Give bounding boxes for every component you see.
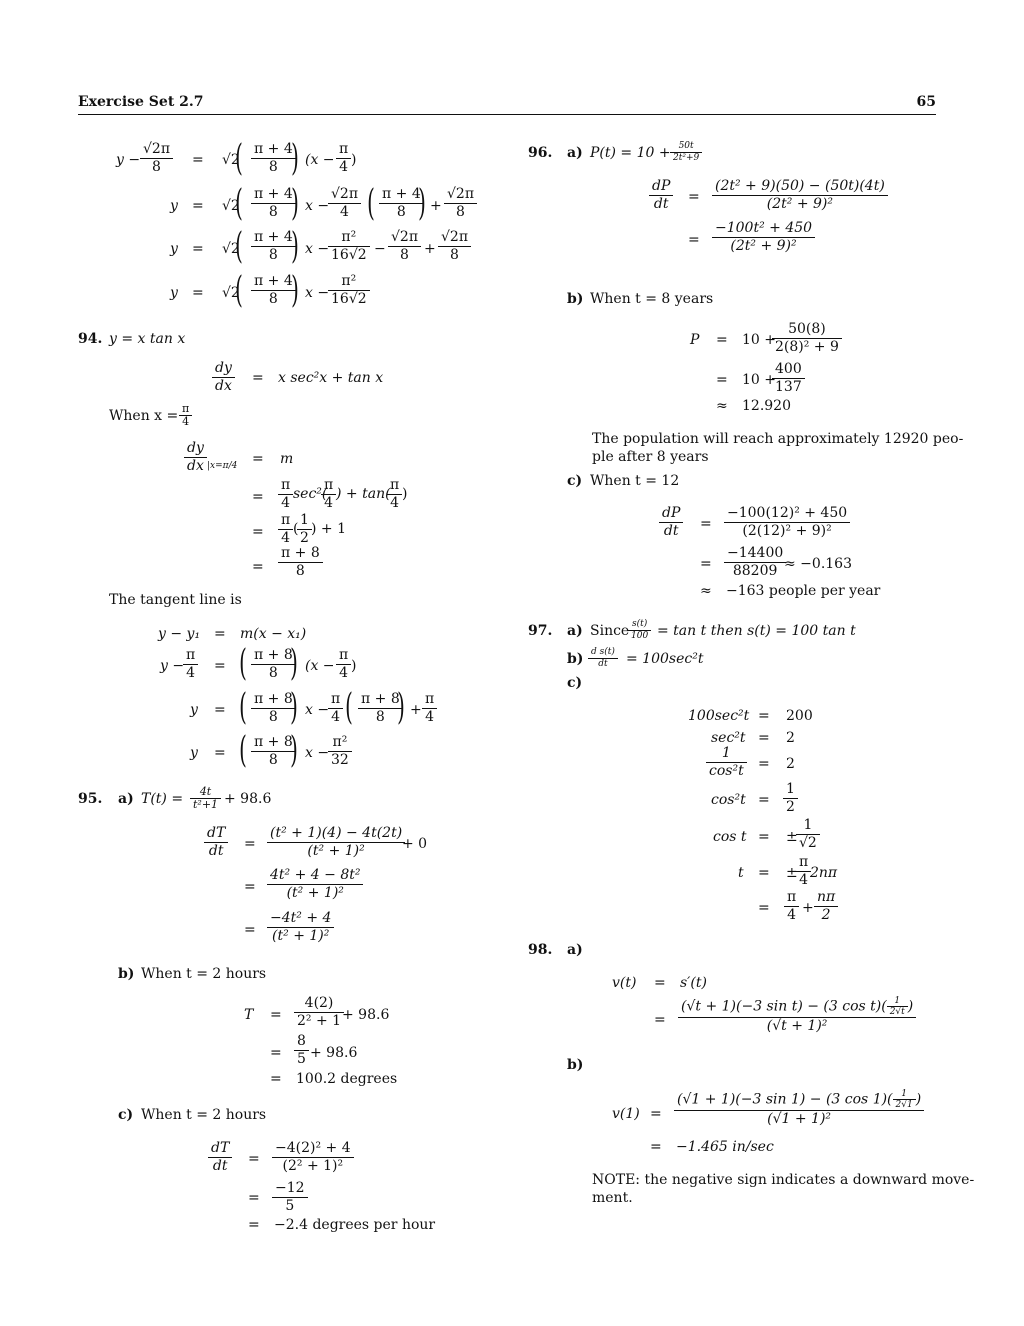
- fraction: √2π 8: [444, 186, 477, 221]
- stmt-pre: P(t) = 10 +: [590, 145, 671, 161]
- equals: =: [654, 975, 666, 991]
- part-label: c): [118, 1107, 134, 1123]
- post: = 100sec²t: [626, 651, 704, 667]
- equals: =: [214, 626, 226, 642]
- equals: =: [758, 730, 770, 746]
- post: = tan t then s(t) = 100 tan t: [657, 623, 856, 639]
- equals: =: [654, 1012, 666, 1028]
- paren-open: (: [239, 643, 247, 684]
- dP-dt: dP dt: [659, 505, 683, 540]
- lhs: v(t): [612, 975, 637, 991]
- fraction: 1 cos²t: [706, 745, 747, 780]
- fraction: π + 8 8: [251, 691, 296, 726]
- part-label: b): [567, 651, 584, 667]
- mid: x −: [305, 285, 330, 301]
- tail: ) + 1: [311, 521, 346, 537]
- mid: x −: [305, 702, 330, 718]
- tail: + 98.6: [342, 1007, 390, 1023]
- note-line: The population will reach approximately 12920 peo-: [592, 431, 964, 447]
- fraction: π + 4 8: [251, 273, 296, 308]
- result: −2.4 degrees per hour: [274, 1217, 436, 1233]
- equals: =: [248, 1190, 260, 1206]
- paren-close: ): [291, 270, 299, 311]
- dP-dt: dP dt: [649, 178, 673, 213]
- fraction: π + 4 8: [379, 186, 424, 221]
- T: T: [244, 1007, 254, 1023]
- tail: (x −: [305, 658, 335, 674]
- fraction: π 4: [796, 854, 811, 889]
- equals: =: [700, 556, 712, 572]
- tail: 2nπ: [810, 865, 838, 881]
- sqrt2: √2: [222, 198, 240, 214]
- plus-minus: ±: [786, 829, 798, 845]
- dy-dx: dy dx: [212, 360, 235, 395]
- y: y: [190, 702, 198, 718]
- fraction: √2π 8: [438, 229, 471, 264]
- paren-open: (: [239, 687, 247, 728]
- approx: ≈: [716, 398, 728, 414]
- page-number: 65: [916, 94, 936, 110]
- fraction: π + 8 8: [251, 647, 296, 682]
- equals: =: [252, 451, 264, 467]
- mid: x −: [305, 745, 330, 761]
- paren-close: ): [291, 183, 299, 224]
- fraction: π 4: [422, 691, 437, 726]
- problem-number: 97.: [528, 623, 553, 639]
- pre: 10 +: [742, 332, 776, 348]
- paren-close: ): [291, 138, 299, 179]
- fraction: (2t² + 9)(50) − (50t)(4t) (2t² + 9)²: [712, 178, 888, 213]
- equals: =: [700, 516, 712, 532]
- fraction: −4(2)² + 4 (2² + 1)²: [272, 1140, 354, 1175]
- result: −163 people per year: [726, 583, 881, 599]
- equals: =: [758, 900, 770, 916]
- lhs: cos²t: [711, 792, 746, 808]
- fraction: 1 √2: [796, 817, 820, 852]
- y: y: [190, 745, 198, 761]
- fraction: 1 2: [783, 781, 798, 816]
- plus: +: [410, 702, 422, 718]
- equals: =: [252, 370, 264, 386]
- paren-close: ): [290, 687, 298, 728]
- fraction: π² 32: [328, 734, 352, 769]
- equals: =: [650, 1139, 662, 1155]
- fraction: nπ 2: [814, 889, 838, 924]
- equals: =: [270, 1071, 282, 1087]
- part-label: c): [567, 675, 583, 691]
- fraction: −4t² + 4 (t² + 1)²: [267, 910, 334, 945]
- fraction: π 4: [336, 647, 351, 682]
- fraction: √2π 4: [328, 186, 361, 221]
- fraction: 50t 2t²+9: [670, 141, 702, 164]
- paren-open: (: [235, 183, 243, 224]
- close: ): [351, 658, 357, 674]
- equals: =: [244, 836, 256, 852]
- result: 12.920: [742, 398, 791, 414]
- fraction: π 4: [387, 477, 402, 512]
- equals: =: [758, 865, 770, 881]
- dy-dx: dy dx: [184, 440, 207, 475]
- close: ): [402, 486, 408, 502]
- fraction: 400 137: [772, 361, 805, 396]
- tail: ≈ −0.163: [784, 556, 852, 572]
- fraction: π 4: [183, 647, 198, 682]
- paren-open: (: [235, 270, 243, 311]
- equals: =: [214, 702, 226, 718]
- fraction: 1 2: [297, 512, 312, 547]
- paren-close: ): [397, 687, 405, 728]
- note-line: NOTE: the negative sign indicates a downward move-: [592, 1172, 975, 1188]
- result: −1.465 in/sec: [676, 1139, 774, 1155]
- equals: =: [758, 756, 770, 772]
- derivative: x sec²x + tan x: [278, 370, 384, 386]
- pre: Since: [590, 623, 630, 639]
- sqrt2: √2: [222, 152, 240, 168]
- fraction: 50(8) 2(8)² + 9: [772, 321, 842, 356]
- problem-number: 98.: [528, 942, 553, 958]
- section-title: Exercise Set 2.7: [78, 94, 204, 110]
- fraction: π + 8 8: [358, 691, 403, 726]
- part-text: When t = 8 years: [590, 291, 714, 307]
- fraction: d s(t) dt: [588, 647, 618, 670]
- fraction: π + 4 8: [251, 186, 296, 221]
- P: P: [690, 332, 700, 348]
- plus: +: [430, 198, 442, 214]
- paren-open: (: [235, 138, 243, 179]
- equals: =: [248, 1217, 260, 1233]
- paren-close: ): [290, 643, 298, 684]
- page-header: [78, 94, 936, 115]
- equals: =: [192, 198, 204, 214]
- approx: ≈: [700, 583, 712, 599]
- sqrt2: √2: [222, 285, 240, 301]
- sqrt2: √2: [222, 241, 240, 257]
- part-label: b): [567, 291, 584, 307]
- fraction: s(t) 100: [628, 619, 651, 642]
- part-text: When t = 12: [590, 473, 680, 489]
- paren-open: (: [367, 183, 375, 224]
- part-label: c): [567, 473, 583, 489]
- fraction: π 4: [328, 691, 343, 726]
- y: y: [170, 285, 178, 301]
- open: (: [293, 521, 299, 537]
- y: y: [170, 198, 178, 214]
- lhs: y − y₁: [158, 626, 201, 642]
- problem-number: 96.: [528, 145, 553, 161]
- equals: =: [758, 708, 770, 724]
- paren-close: ): [291, 226, 299, 267]
- fraction: (√t + 1)(−3 sin t) − (3 cos t)( $\frac{1}{2√t}$ ) (√t + 1)²: [678, 996, 916, 1035]
- equals: =: [716, 372, 728, 388]
- sec-term: sec²(: [293, 486, 328, 502]
- paren-close: ): [418, 183, 426, 224]
- fraction: 4t t²+1: [190, 786, 221, 811]
- fraction: π² 16√2: [328, 229, 370, 264]
- fraction: π + 4 8: [251, 229, 296, 264]
- lhs: 100sec²t: [688, 708, 750, 724]
- equals: =: [214, 658, 226, 674]
- fraction: π 4: [278, 512, 293, 547]
- equals: =: [252, 524, 264, 540]
- part-label: a): [567, 623, 583, 639]
- equals: =: [244, 879, 256, 895]
- lhs-text: y −: [116, 152, 141, 168]
- fraction: −14400 88209: [724, 545, 786, 580]
- equals: =: [688, 189, 700, 205]
- problem-statement: y = x tan x: [109, 331, 186, 347]
- rhs: 2: [786, 756, 795, 772]
- lhs: t: [738, 865, 744, 881]
- equals: =: [758, 829, 770, 845]
- fraction: π 4: [278, 477, 293, 512]
- tail: + 98.6: [310, 1045, 358, 1061]
- lhs: cos t: [713, 829, 747, 845]
- fraction: 4(2) 2² + 1: [294, 995, 344, 1030]
- equals: =: [252, 489, 264, 505]
- fraction: −100(12)² + 450 (2(12)² + 9)²: [724, 505, 850, 540]
- equals: =: [270, 1045, 282, 1061]
- fraction: π 4: [179, 403, 192, 428]
- problem-number: 94.: [78, 331, 103, 347]
- fraction: 4t² + 4 − 8t² (t² + 1)²: [267, 867, 363, 902]
- lhs: v(1): [612, 1106, 640, 1122]
- equals: =: [758, 792, 770, 808]
- mid: x −: [305, 198, 330, 214]
- equals: =: [252, 559, 264, 575]
- equals: =: [192, 152, 204, 168]
- fraction: π + 8 8: [251, 734, 296, 769]
- equals: =: [270, 1007, 282, 1023]
- fraction: π + 8 8: [278, 545, 323, 580]
- part-text: When t = 2 hours: [141, 1107, 267, 1123]
- dT-dt: dT dt: [204, 825, 228, 860]
- fraction: −12 5: [272, 1180, 308, 1215]
- equals: =: [192, 241, 204, 257]
- part-label: b): [567, 1057, 584, 1073]
- paren-open: (: [235, 226, 243, 267]
- fraction: 8 5: [294, 1033, 309, 1068]
- dT-dt: dT dt: [208, 1140, 232, 1175]
- when-text: When x =: [109, 408, 179, 424]
- fraction: π 4: [321, 477, 336, 512]
- tail: (x −: [305, 152, 335, 168]
- part-label: a): [118, 791, 134, 807]
- part-label: a): [567, 145, 583, 161]
- rhs: s′(t): [680, 975, 707, 991]
- fraction: π 4: [784, 889, 799, 924]
- result: 100.2 degrees: [296, 1071, 398, 1087]
- rhs: 2: [786, 730, 795, 746]
- mid: x −: [305, 241, 330, 257]
- pre: 10 +: [742, 372, 776, 388]
- rhs: m(x − x₁): [240, 626, 307, 642]
- part-label: b): [118, 966, 135, 982]
- tan-term: ) + tan(: [336, 486, 391, 502]
- fraction: (√1 + 1)(−3 sin 1) − (3 cos 1)( $\frac{1}{2√1}$ ) (√1 + 1)²: [674, 1089, 924, 1128]
- equals: =: [192, 285, 204, 301]
- equals: =: [244, 922, 256, 938]
- fraction: π² 16√2: [328, 273, 370, 308]
- close: ): [351, 152, 357, 168]
- equals: =: [650, 1106, 662, 1122]
- stmt-post: + 98.6: [224, 791, 272, 807]
- note-line: ple after 8 years: [592, 449, 709, 465]
- lhs: sec²t: [711, 730, 746, 746]
- equals: =: [214, 745, 226, 761]
- fraction: √2π 8: [388, 229, 421, 264]
- tangent-text: The tangent line is: [109, 592, 242, 608]
- problem-number: 95.: [78, 791, 103, 807]
- paren-open: (: [345, 687, 353, 728]
- stmt-pre: T(t) =: [141, 791, 184, 807]
- part-label: a): [567, 942, 583, 958]
- fraction: (t² + 1)(4) − 4t(2t) (t² + 1)²: [267, 825, 405, 860]
- plus-minus: ±: [786, 865, 798, 881]
- evaluated-at: |x=π/4: [207, 461, 238, 471]
- minus: −: [374, 241, 386, 257]
- m: m: [280, 451, 294, 467]
- paren-close: ): [290, 730, 298, 771]
- fraction: √2π 8: [140, 141, 173, 176]
- paren-open: (: [239, 730, 247, 771]
- equals: =: [248, 1151, 260, 1167]
- equals: =: [688, 232, 700, 248]
- part-text: When t = 2 hours: [141, 966, 267, 982]
- plus: +: [802, 900, 814, 916]
- lhs: y −: [160, 658, 185, 674]
- fraction: π + 4 8: [251, 141, 296, 176]
- rhs: 200: [786, 708, 813, 724]
- fraction: −100t² + 450 (2t² + 9)²: [712, 220, 815, 255]
- tail: + 0: [402, 836, 428, 852]
- plus: +: [424, 241, 436, 257]
- note-line: ment.: [592, 1190, 633, 1206]
- fraction: π 4: [336, 141, 351, 176]
- equals: =: [716, 332, 728, 348]
- y: y: [170, 241, 178, 257]
